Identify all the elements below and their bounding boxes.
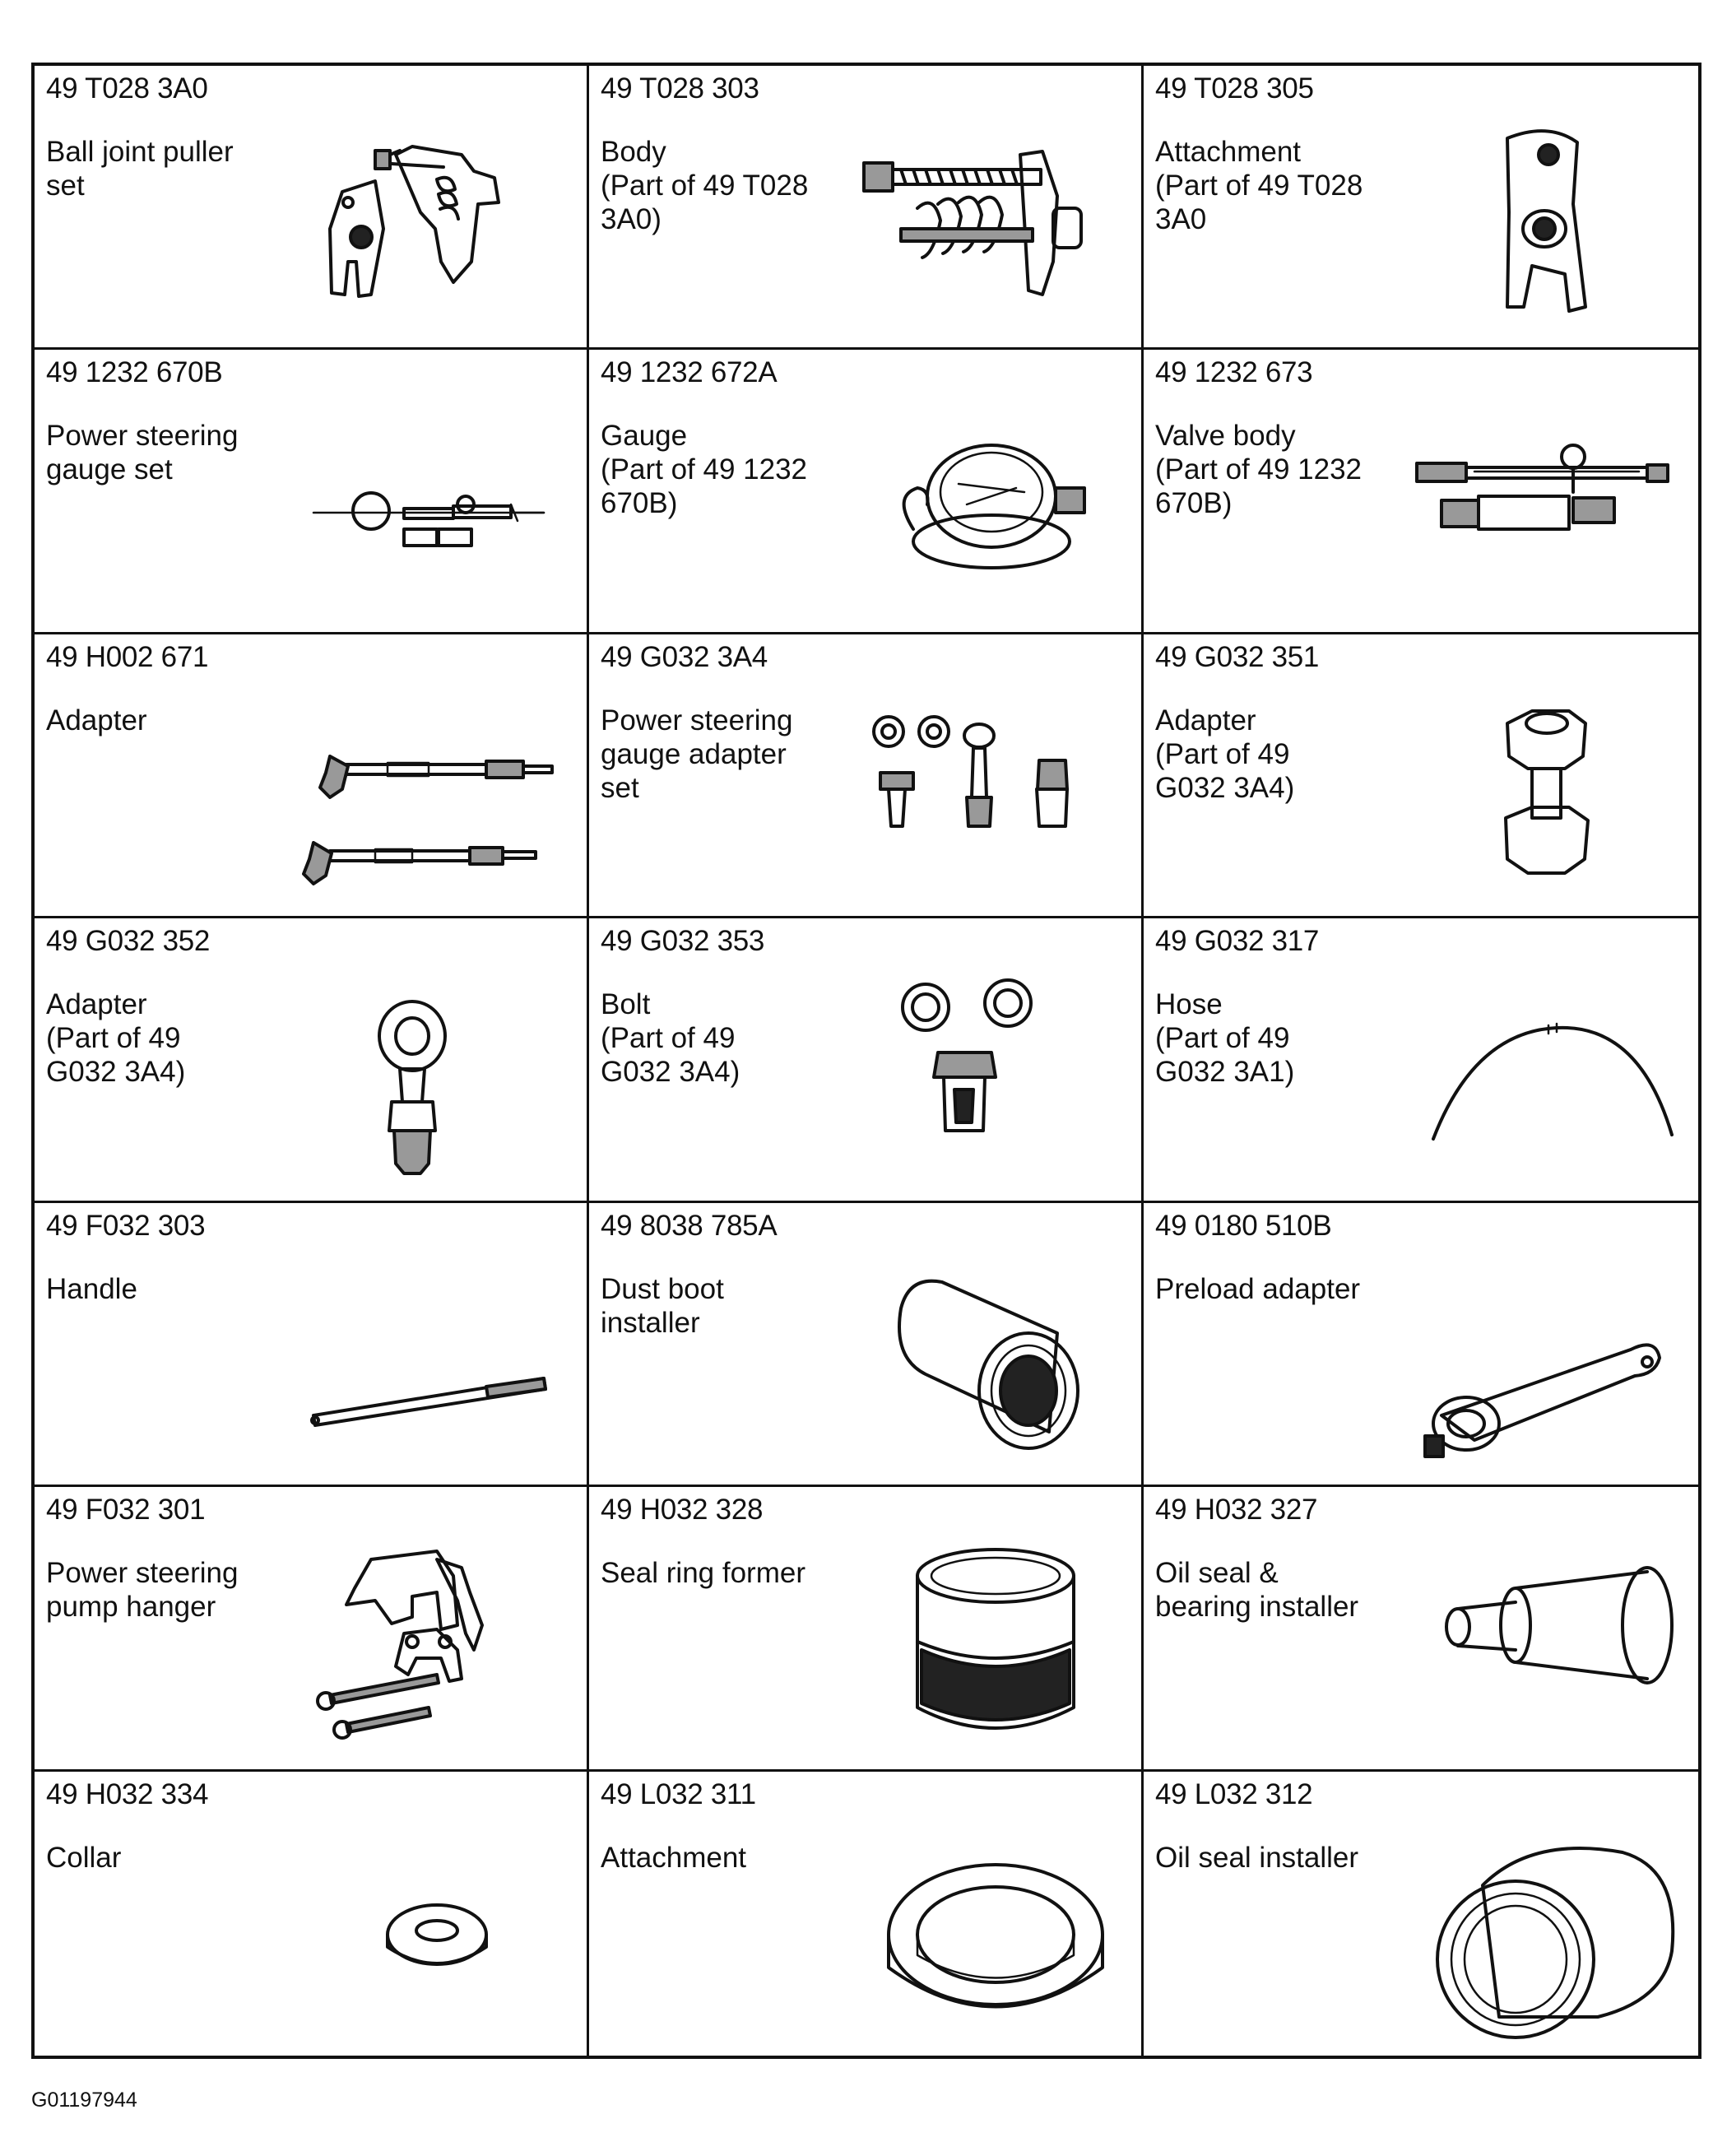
- tool-cell: [589, 1487, 1144, 1771]
- tool-part-number: 49 T028 305: [1155, 72, 1314, 105]
- handle-icon: [297, 1243, 577, 1481]
- banjo-adapter-icon: [297, 958, 577, 1196]
- tool-cell: [589, 350, 1144, 634]
- tool-part-number: 49 G032 353: [601, 925, 765, 958]
- preload-adapter-icon: [1409, 1243, 1688, 1481]
- tool-part-number: 49 G032 3A4: [601, 640, 768, 673]
- tool-part-number: 49 H002 671: [46, 640, 209, 673]
- tool-name: Attachment (Part of 49 T028 3A0: [1155, 136, 1363, 235]
- tool-part-number: 49 0180 510B: [1155, 1209, 1332, 1242]
- tool-name: Adapter: [46, 704, 147, 736]
- seal-bearing-installer-icon: [1409, 1526, 1688, 1765]
- tool-cell: [35, 918, 589, 1202]
- puller-body-icon: [852, 105, 1131, 344]
- tool-part-number: 49 L032 312: [1155, 1777, 1313, 1810]
- pressure-gauge-icon: [852, 389, 1131, 628]
- tool-cell: [1144, 350, 1698, 634]
- tool-name: Preload adapter: [1155, 1272, 1361, 1305]
- tool-name: Seal ring former: [601, 1557, 805, 1590]
- tool-name: Attachment: [601, 1841, 747, 1874]
- tool-cell: [589, 1772, 1144, 2056]
- pump-hanger-icon: [297, 1526, 577, 1765]
- tool-cell: [1144, 634, 1698, 918]
- tool-cell: [1144, 66, 1698, 350]
- puller-attachment-icon: [1409, 105, 1688, 344]
- tool-cell: [589, 918, 1144, 1202]
- tool-name: Valve body (Part of 49 1232 670B): [1155, 420, 1362, 520]
- tool-cell: [1144, 1487, 1698, 1771]
- hose-icon: [1409, 958, 1688, 1196]
- tool-name: Adapter (Part of 49 G032 3A4): [46, 988, 186, 1089]
- hose-adapter-icon: [297, 674, 577, 913]
- tool-name: Body (Part of 49 T028 3A0): [601, 136, 809, 235]
- figure-code: G01197944: [31, 2089, 137, 2112]
- tool-part-number: 49 1232 673: [1155, 356, 1313, 389]
- tool-part-number: 49 L032 311: [601, 1777, 756, 1810]
- tool-name: Bolt (Part of 49 G032 3A4): [601, 988, 740, 1089]
- tool-cell: [35, 1203, 589, 1487]
- tool-name: Power steering gauge set: [46, 420, 239, 486]
- hex-adapter-icon: [1409, 674, 1688, 913]
- tool-name: Power steering gauge adapter set: [601, 704, 793, 804]
- tool-name: Ball joint puller set: [46, 136, 234, 202]
- tool-name: Power steering pump hanger: [46, 1557, 239, 1624]
- tool-name: Hose (Part of 49 G032 3A1): [1155, 988, 1295, 1089]
- dust-boot-installer-icon: [852, 1243, 1131, 1481]
- tool-part-number: 49 1232 670B: [46, 356, 223, 389]
- tool-cell: [35, 1772, 589, 2056]
- tool-part-number: 49 T028 303: [601, 72, 759, 105]
- tool-cell: [35, 634, 589, 918]
- tool-name: Collar: [46, 1841, 122, 1874]
- banjo-bolt-icon: [852, 958, 1131, 1196]
- tool-part-number: 49 T028 3A0: [46, 72, 208, 105]
- tool-part-number: 49 8038 785A: [601, 1209, 778, 1242]
- tool-part-number: 49 1232 672A: [601, 356, 778, 389]
- tool-part-number: 49 H032 328: [601, 1494, 764, 1526]
- tool-part-number: 49 H032 334: [46, 1777, 209, 1810]
- collar-icon: [297, 1811, 577, 2050]
- tool-cell: [35, 66, 589, 350]
- tool-part-number: 49 G032 351: [1155, 640, 1320, 673]
- tool-part-number: 49 F032 303: [46, 1209, 206, 1242]
- tool-part-number: 49 G032 352: [46, 925, 211, 958]
- gauge-adapter-set-icon: [852, 674, 1131, 913]
- tool-name: Adapter (Part of 49 G032 3A4): [1155, 704, 1295, 804]
- tool-cell: [1144, 1203, 1698, 1487]
- tool-part-number: 49 H032 327: [1155, 1494, 1318, 1526]
- tool-cell: [589, 66, 1144, 350]
- tool-name: Handle: [46, 1272, 137, 1305]
- tool-name: Oil seal installer: [1155, 1841, 1359, 1874]
- tool-cell: [35, 1487, 589, 1771]
- ball-joint-puller-set-icon: [297, 105, 577, 344]
- ring-attachment-icon: [852, 1811, 1131, 2050]
- gauge-set-icon: [297, 389, 577, 628]
- tool-cell: [589, 1203, 1144, 1487]
- tool-name: Oil seal & bearing installer: [1155, 1557, 1359, 1624]
- oil-seal-installer-icon: [1409, 1811, 1688, 2050]
- tool-cell: [35, 350, 589, 634]
- seal-ring-former-icon: [852, 1526, 1131, 1765]
- tool-cell: [1144, 1772, 1698, 2056]
- tool-name: Dust boot installer: [601, 1272, 724, 1339]
- tool-part-number: 49 F032 301: [46, 1494, 206, 1526]
- tool-cell: [589, 634, 1144, 918]
- tool-part-number: 49 G032 317: [1155, 925, 1320, 958]
- tool-name: Gauge (Part of 49 1232 670B): [601, 420, 807, 520]
- valve-body-icon: [1409, 389, 1688, 628]
- special-tools-table: [31, 63, 1701, 2059]
- tool-cell: [1144, 918, 1698, 1202]
